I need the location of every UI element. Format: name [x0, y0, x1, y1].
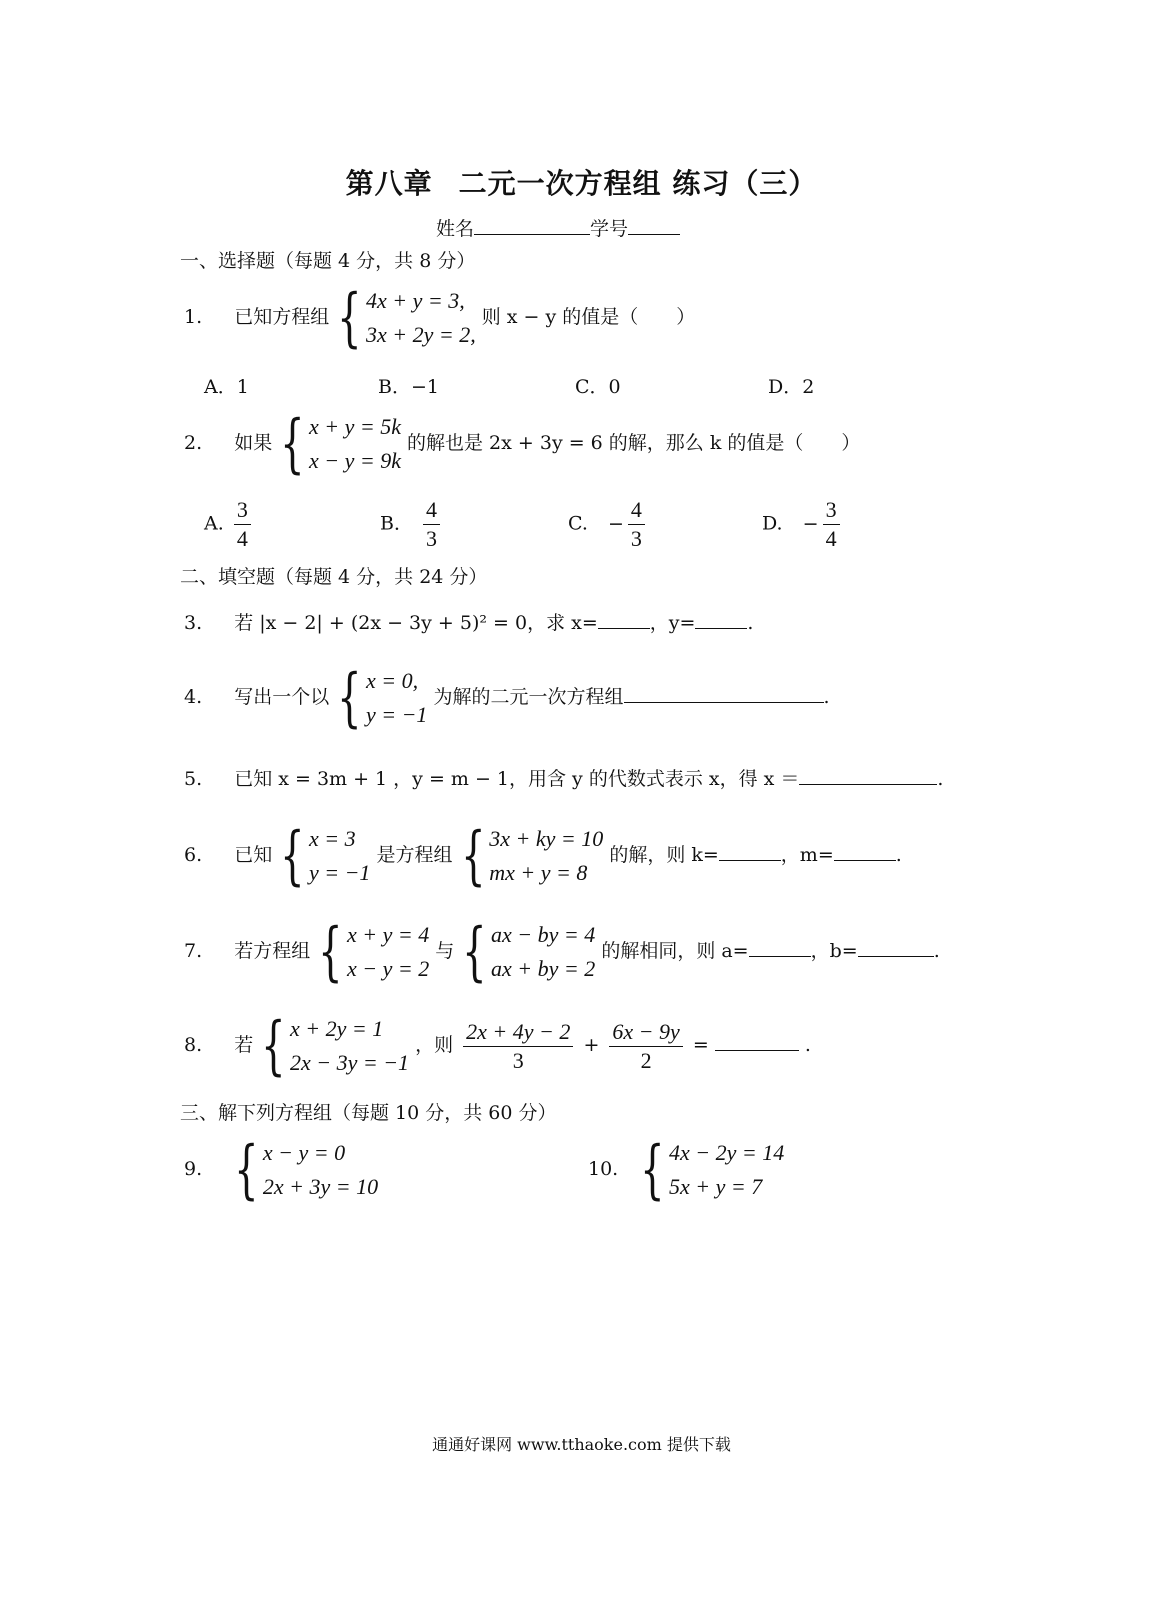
numerator: 2x + 4y − 2: [463, 1018, 573, 1047]
question-text: 若 |x − 2| + (2x − 3y + 5)² = 0，求 x=: [234, 612, 598, 634]
fraction: [234, 496, 251, 553]
period: .: [933, 940, 940, 962]
equation: x = 3: [308, 826, 356, 851]
equation-system: { x + y = 4 x − y = 2: [318, 915, 430, 989]
equation: 3x + 2y = 2,: [365, 322, 476, 347]
numerator: 3: [823, 496, 840, 525]
equation-system: { x = 3 y = −1: [280, 819, 371, 893]
equation-system: { x + 2y = 1 2x − 3y = −1: [261, 1009, 410, 1083]
question-text: ，b=: [810, 940, 858, 962]
id-label: 学号: [590, 218, 629, 240]
title-topic: 二元一次方程组 练习（三）: [458, 167, 818, 200]
equation: x + 2y = 1: [289, 1016, 384, 1041]
minus-sign: −: [802, 512, 819, 535]
numerator: 4: [628, 496, 645, 525]
question-text: 若方程组: [234, 940, 311, 962]
question-number: 1.: [184, 306, 203, 328]
question-text: 为解的二元一次方程组: [433, 686, 624, 708]
question-text: 若: [234, 1034, 254, 1056]
equation: x = 0,: [365, 668, 419, 693]
equation: 2x + 3y = 10: [262, 1174, 379, 1199]
answer-blank-m[interactable]: [834, 842, 896, 861]
fraction: [463, 1018, 573, 1075]
question-number: 3.: [184, 612, 203, 634]
denominator: 4: [236, 526, 248, 551]
fraction: [609, 1018, 682, 1075]
section-3-heading: 三、解下列方程组（每题 10 分，共 60 分）: [180, 1102, 557, 1124]
option-a[interactable]: [204, 496, 255, 553]
title-chapter: 第八章: [345, 167, 433, 200]
equation-system: { x − y = 0 2x + 3y = 10: [234, 1133, 379, 1207]
answer-blank-b[interactable]: [858, 938, 934, 957]
question-text: 的解，则 k=: [609, 844, 719, 866]
question-number: 4.: [184, 686, 203, 708]
question-number: 5.: [184, 768, 203, 790]
option-b[interactable]: B．−1: [378, 376, 439, 398]
question-text: 的解相同，则 a=: [601, 940, 749, 962]
question-text: 如果: [234, 432, 273, 454]
denominator: 3: [630, 526, 642, 551]
question-number: 9.: [184, 1158, 203, 1180]
question-5: [184, 764, 943, 791]
equals-sign: =: [692, 1034, 709, 1056]
question-text: 则 x − y 的值是（ ）: [481, 306, 696, 328]
equation: 4x + y = 3,: [365, 288, 465, 313]
option-label: A.: [204, 512, 224, 535]
question-number: 6.: [184, 844, 203, 866]
question-text: 已知方程组: [234, 306, 330, 328]
equation: x + y = 4: [346, 922, 430, 947]
option-d[interactable]: [762, 496, 844, 553]
equation: x − y = 9k: [308, 448, 401, 473]
question-text: 已知 x = 3m + 1 ，y = m − 1，用含 y 的代数式表示 x，得 x ＝: [234, 768, 800, 790]
denominator: 2: [640, 1047, 652, 1073]
equation-system: { x = 0, y = −1: [337, 661, 428, 735]
question-text: 已知: [234, 844, 273, 866]
numerator: 6x − 9y: [609, 1018, 682, 1047]
period: .: [895, 844, 902, 866]
equation: ax − by = 4: [491, 922, 596, 947]
period: .: [937, 768, 944, 790]
question-3: [184, 608, 753, 635]
question-1: [184, 281, 696, 355]
question-number: 2.: [184, 432, 203, 454]
option-a[interactable]: A．1: [204, 376, 249, 398]
numerator: 4: [423, 496, 440, 525]
question-text: 与: [435, 940, 455, 962]
question-4: [184, 661, 830, 735]
minus-sign: −: [607, 512, 624, 535]
equation-system: { 3x + ky = 10 mx + y = 8: [460, 819, 604, 893]
option-label: C.: [568, 512, 588, 535]
equation: 5x + y = 7: [668, 1174, 763, 1199]
section-2-heading: 二、填空题（每题 4 分，共 24 分）: [180, 566, 488, 588]
fraction: [823, 496, 840, 553]
question-number: 7.: [184, 940, 203, 962]
equation: ax + by = 2: [491, 956, 596, 981]
question-text: ，m=: [780, 844, 834, 866]
question-number: 8.: [184, 1034, 203, 1056]
equation: 2x − 3y = −1: [289, 1050, 410, 1075]
question-10: [588, 1133, 785, 1207]
question-9: [184, 1133, 379, 1207]
equation-system: { 4x − 2y = 14 5x + y = 7: [640, 1133, 785, 1207]
option-d[interactable]: D．2: [768, 376, 815, 398]
denominator: 4: [825, 526, 837, 551]
equation: x − y = 2: [346, 956, 430, 981]
equation: y = −1: [308, 860, 371, 885]
period: .: [747, 612, 754, 634]
equation: x + y = 5k: [308, 414, 401, 439]
question-text: 是方程组: [376, 844, 453, 866]
name-label: 姓名: [436, 218, 475, 240]
section-1-heading: 一、选择题（每题 4 分，共 8 分）: [180, 250, 476, 272]
answer-blank-k[interactable]: [719, 842, 781, 861]
page-title: [0, 162, 1163, 202]
question-number: 10.: [588, 1158, 619, 1180]
answer-blank[interactable]: [799, 766, 937, 785]
question-text: ，y=: [649, 612, 696, 634]
equation: y = −1: [365, 702, 428, 727]
answer-blank[interactable]: [715, 1032, 799, 1051]
footer-credit: 通通好课网 www.tthaoke.com 提供下载: [432, 1435, 731, 1454]
id-blank[interactable]: [628, 216, 680, 235]
option-label: B．: [380, 512, 413, 535]
answer-blank-x[interactable]: [598, 610, 650, 629]
equation-system: { ax − by = 4 ax + by = 2: [462, 915, 596, 989]
answer-blank-y[interactable]: [695, 610, 747, 629]
fraction: [423, 496, 440, 553]
equation-system: { x + y = 5k x − y = 9k: [280, 407, 401, 481]
numerator: 3: [234, 496, 251, 525]
question-8: [184, 1009, 811, 1083]
question-text: ，则: [415, 1034, 454, 1056]
question-text: 的解也是 2x + 3y = 6 的解，那么 k 的值是（ ）: [407, 432, 861, 454]
denominator: 3: [512, 1047, 524, 1073]
option-b[interactable]: [380, 496, 444, 553]
question-text: 写出一个以: [234, 686, 330, 708]
answer-blank[interactable]: [624, 684, 824, 703]
option-label: D.: [762, 512, 783, 535]
fraction: [628, 496, 645, 553]
question-2: [184, 407, 861, 481]
name-blank[interactable]: [474, 216, 590, 235]
option-c[interactable]: C．0: [575, 376, 621, 398]
equation-system: { 4x + y = 3, 3x + 2y = 2,: [337, 281, 476, 355]
answer-blank-a[interactable]: [749, 938, 811, 957]
option-c[interactable]: [568, 496, 649, 553]
equation: mx + y = 8: [489, 860, 588, 885]
period: .: [804, 1034, 811, 1056]
equation: x − y = 0: [262, 1140, 346, 1165]
period: .: [823, 686, 830, 708]
equation: 4x − 2y = 14: [668, 1140, 785, 1165]
student-info: [436, 214, 680, 241]
question-7: [184, 915, 940, 989]
denominator: 3: [426, 526, 438, 551]
equation: 3x + ky = 10: [489, 826, 604, 851]
plus-sign: +: [583, 1034, 600, 1056]
question-6: [184, 819, 902, 893]
